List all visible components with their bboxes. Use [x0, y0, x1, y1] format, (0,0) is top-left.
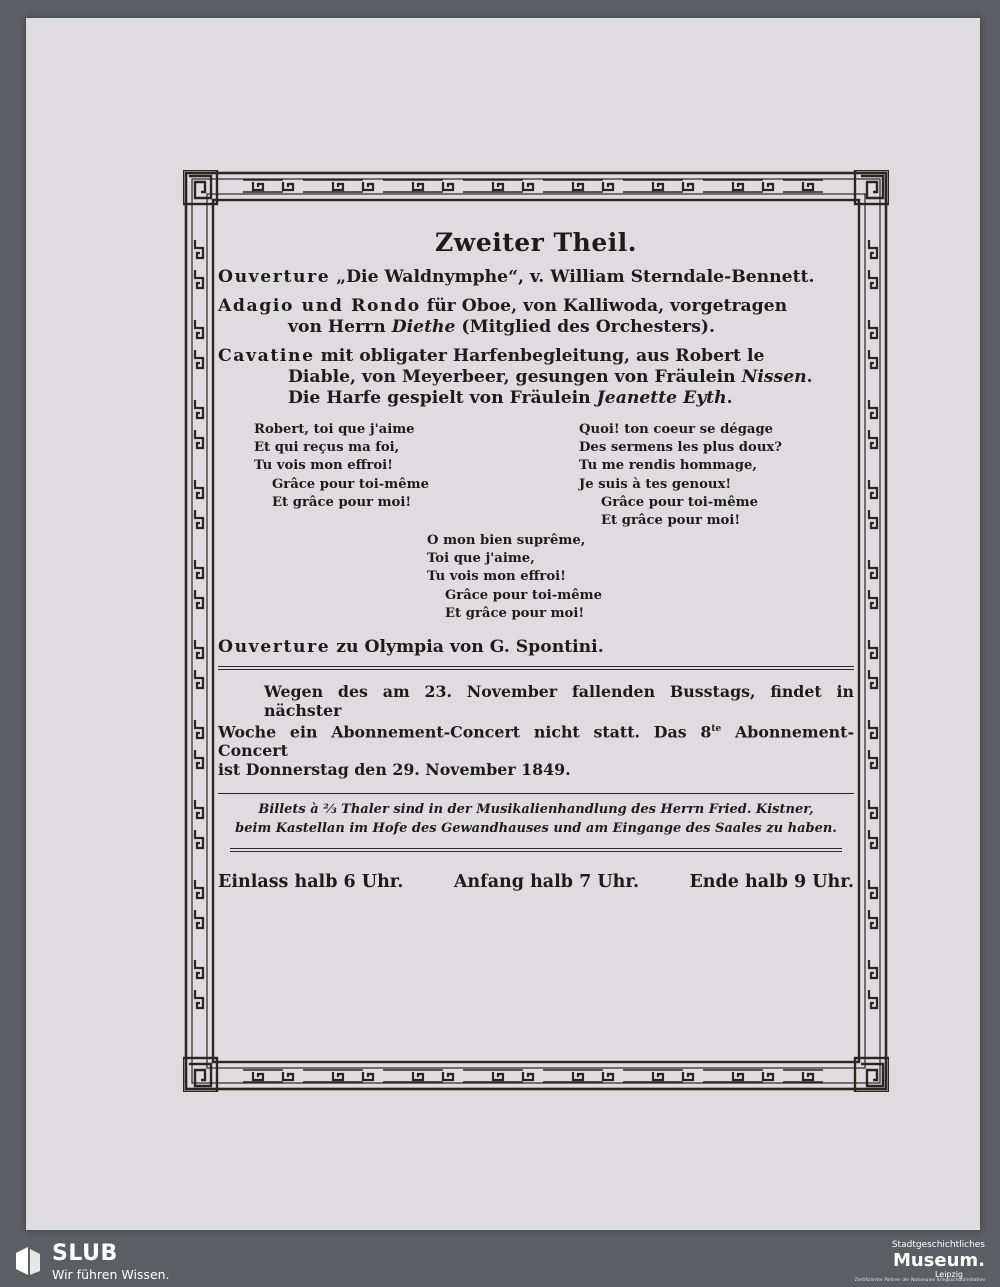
slub-logo-icon [14, 1245, 42, 1277]
singer-name: Nissen [741, 367, 807, 387]
double-rule-2 [230, 848, 842, 852]
program-item-4: Ouverture zu Olympia von G. Spontini. [218, 637, 604, 657]
double-rule [218, 666, 854, 670]
ende-time: Ende halb 9 Uhr. [689, 872, 854, 893]
times-row [218, 872, 854, 892]
program-content [218, 228, 854, 892]
program-item-2: Adagio und Rondo für Oboe, von Kalliwoda, vorgetragen von Herrn Diethe (Mitglied des Orchesters). [218, 296, 788, 337]
notice-paragraph: Wegen des am 23. November fallenden Busstags, findet in nächster Woche ein Abonnement-Concert nicht statt. Das $8^{te}$ Abonnement-Concert ist Donnerstag den 29. November 1849. [218, 682, 854, 780]
program-item-1: Ouverture „Die Waldnymphe“, v. William Sterndale-Bennett. [218, 267, 815, 287]
rule-divider [218, 793, 854, 794]
einlass-time: Einlass halb 6 Uhr. [218, 872, 404, 893]
museum-name[interactable]: Museum. [892, 1250, 985, 1271]
slub-tagline: Wir führen Wissen. [52, 1267, 170, 1282]
footer-bar [0, 1237, 1000, 1287]
lyrics-right: Quoi! ton coeur se dégage Des sermens les plus doux? Tu me rendis hommage, Je suis à tes genoux! Grâce pour toi-même Et grâce pour moi! [579, 422, 782, 529]
museum-partner-note: Zertifizierter Partner der Nationalen Kriegsschutzinitiative [854, 1278, 985, 1283]
performer-name: Diethe [391, 317, 456, 337]
ticket-info: Billets à ⅔ Thaler sind in der Musikalienhandlung des Herrn Fried. Kistner, beim Kastellan im Hofe des Gewandhauses und am Eingange des Saales zu haben. [235, 802, 837, 837]
program-item-3: Cavatine mit obligater Harfenbegleitung, aus Robert le Diable, von Meyerbeer, gesungen von Fräulein Nissen. Die Harfe gespielt von Fräulein Jeanette Eyth. [218, 346, 813, 408]
museum-prefix: Stadtgeschichtliches [891, 1240, 985, 1250]
anfang-time: Anfang halb 7 Uhr. [453, 872, 640, 893]
section-title: Zweiter Theil. [435, 228, 637, 257]
lyrics-center: O mon bien suprême, Toi que j'aime, Tu vois mon effroi! Grâce pour toi-même Et grâce pour moi! [427, 533, 602, 621]
museum-city: Leipzig [934, 1270, 963, 1279]
lyrics-block [218, 417, 854, 637]
harpist-name: Jeanette Eyth [596, 388, 727, 408]
slub-name[interactable]: SLUB [52, 1241, 118, 1266]
lyrics-left: Robert, toi que j'aime Et qui reçus ma foi, Tu vois mon effroi! Grâce pour toi-même Et grâce pour moi! [254, 422, 429, 510]
